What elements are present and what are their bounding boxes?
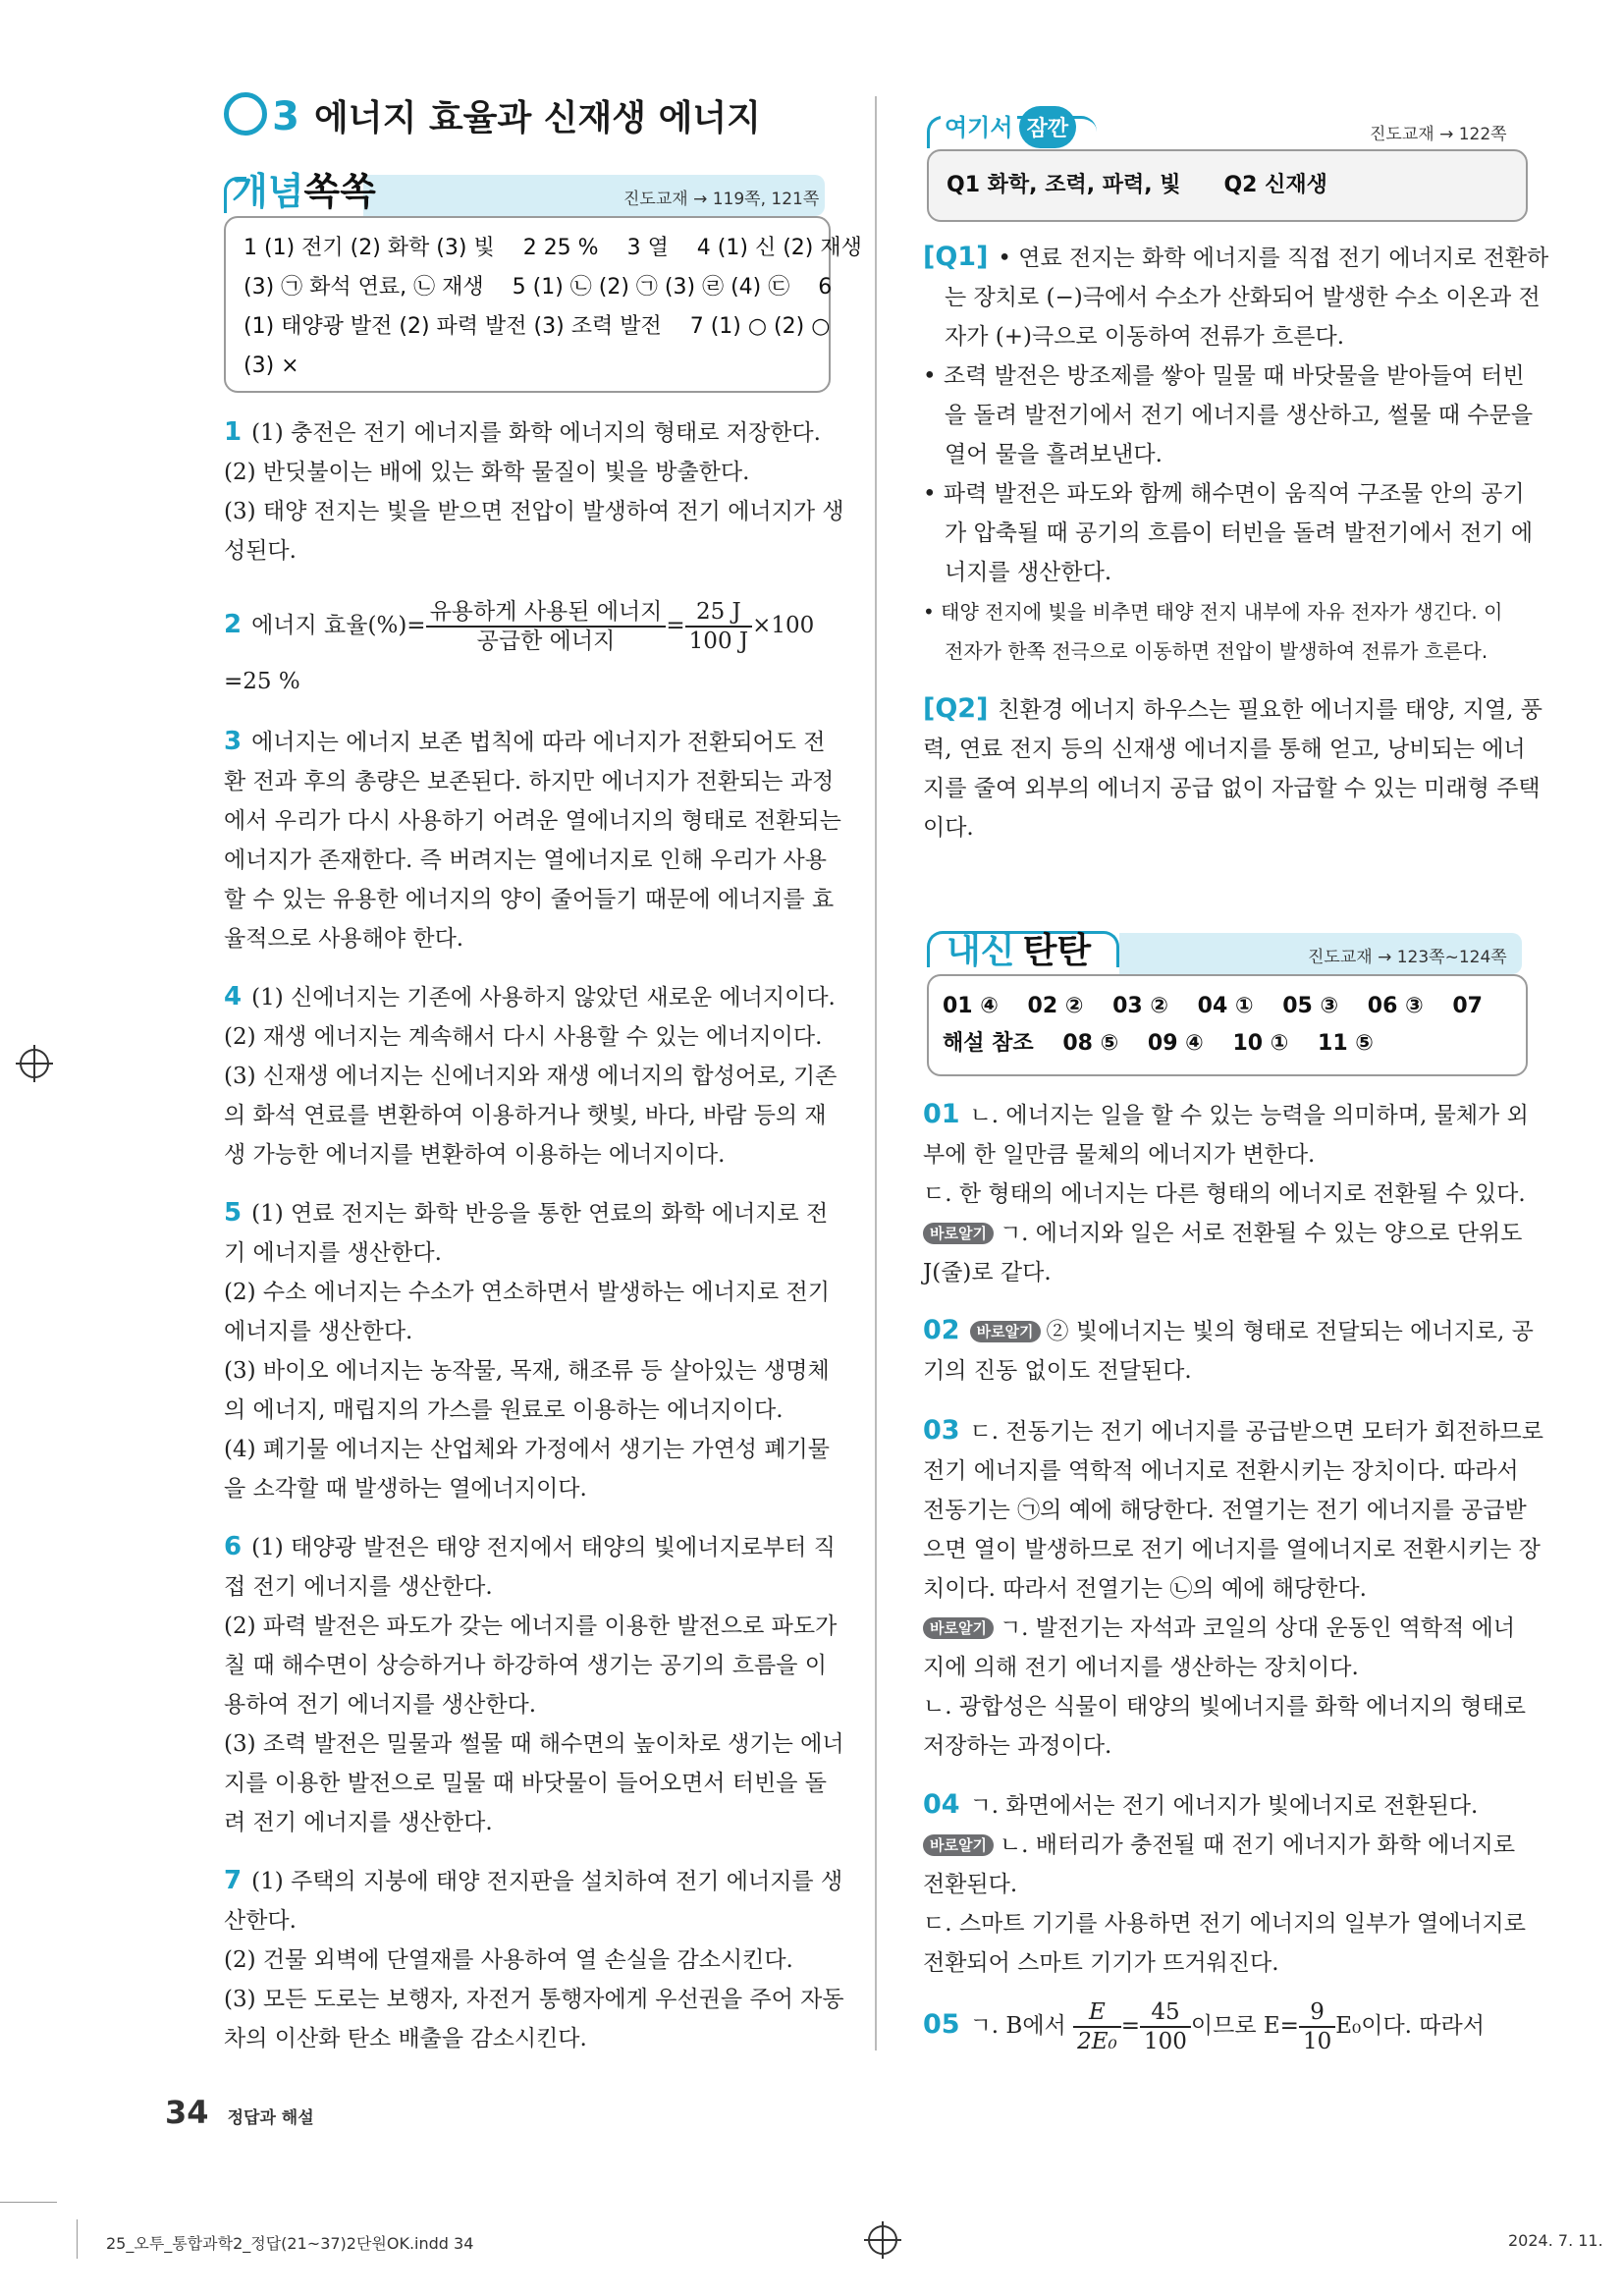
text-line: ㄱ. 발전기는 자석과 코일의 상대 운동인 역학적 에너 — [999, 1615, 1516, 1641]
text-line: ㄴ. 배터리가 충전될 때 전기 에너지가 화학 에너지로 — [999, 1832, 1516, 1858]
section-number: 3 — [272, 94, 299, 139]
page-number: 34 — [165, 2094, 209, 2131]
text-line: 저장하는 과정이다. — [923, 1733, 1112, 1759]
section-header — [224, 90, 761, 145]
answer-number: 7 — [224, 1866, 243, 1895]
formula-lead: 에너지 효율(%)= — [251, 613, 426, 638]
text-line: ㄱ. 에너지와 일은 서로 전환될 수 있는 양으로 단위도 — [999, 1221, 1523, 1246]
text-line: (2) 건물 외벽에 단열재를 사용하여 열 손실을 감소시킨다. — [224, 1947, 793, 1973]
baro-algi-tag: 바로알기 — [923, 1223, 994, 1244]
text-line: 칠 때 해수면이 상승하거나 하강하여 생기는 공기의 흐름을 이 — [224, 1653, 827, 1678]
naesin-title-b: 탄탄 — [1022, 931, 1092, 971]
text-line: (1) 연료 전지는 화학 반응을 통한 연료의 화학 에너지로 전 — [251, 1201, 829, 1227]
text-line: ㄷ. 한 형태의 에너지는 다른 형태의 에너지로 전환될 수 있다. — [923, 1181, 1526, 1207]
baro-algi-tag: 바로알기 — [923, 1834, 994, 1856]
naesin-answer-02 — [923, 1311, 1532, 1391]
answer-7 — [224, 1861, 844, 2058]
text-line: 의 에너지, 매립지의 가스를 원료로 이용하는 에너지이다. — [224, 1397, 784, 1423]
text-line: 을 소각할 때 발생하는 열에너지이다. — [224, 1476, 587, 1502]
text-line: 에너지는 에너지 보존 법칙에 따라 에너지가 전환되어도 전 — [251, 730, 826, 755]
yeogi-q2 — [923, 689, 1543, 847]
concept-answer-line: 1 (1) 전기 (2) 화학 (3) 빛 2 25 % 3 열 4 (1) 신 (2) 재생 — [243, 236, 862, 260]
text-line: 으면 열이 발생하므로 전기 에너지를 열에너지로 전환시키는 장 — [923, 1537, 1541, 1562]
text-line: 지를 줄여 외부의 에너지 공급 없이 자급할 수 있는 미래형 주택 — [923, 776, 1541, 801]
text-line: 지를 이용한 발전으로 밀물 때 바닷물이 들어오면서 터빈을 돌 — [224, 1771, 827, 1796]
baro-algi-tag: 바로알기 — [923, 1617, 994, 1639]
answer-number: 05 — [923, 2009, 960, 2040]
concept-answer-line: (3) ㉠ 화석 연료, ㉡ 재생 5 (1) ㉡ (2) ㉠ (3) ㉣ (4) ㉢ 6 — [243, 275, 833, 300]
concept-bracket — [224, 177, 246, 213]
text-line: (3) 신재생 에너지는 신에너지와 재생 에너지의 합성어로, 기존 — [224, 1064, 838, 1089]
fraction-denominator: 2E₀ — [1077, 2029, 1117, 2054]
formula-fraction — [1073, 1998, 1121, 2055]
answer-number: 03 — [923, 1415, 960, 1446]
yeogi-q1 — [923, 238, 1549, 671]
column-divider — [875, 96, 877, 2050]
formula-tail: E₀이다. 따라서 — [1335, 2013, 1485, 2039]
formula-equals: = — [1120, 2013, 1141, 2039]
fraction-denominator: 100 J — [688, 629, 749, 654]
fraction-denominator: 100 — [1144, 2029, 1187, 2054]
yeogi-ref: 진도교재 → 122쪽 — [1370, 125, 1507, 144]
naesin-answer-03 — [923, 1411, 1543, 1766]
fraction-numerator: 25 J — [685, 598, 752, 628]
registration-mark-icon — [20, 1049, 49, 1078]
text-line: 의 화석 연료를 변환하여 이용하거나 햇빛, 바다, 바람 등의 재 — [224, 1103, 827, 1128]
text-line: (1) 충전은 전기 에너지를 화학 에너지의 형태로 저장한다. — [251, 420, 821, 446]
text-line: 가 압축될 때 공기의 흐름이 터빈을 돌려 발전기에서 전기 에 — [945, 520, 1534, 546]
answer-number: 5 — [224, 1198, 243, 1228]
text-line: 전자가 한쪽 전극으로 이동하면 전압이 발생하여 전류가 흐른다. — [945, 639, 1488, 663]
answer-number: 6 — [224, 1532, 243, 1561]
text-line: ㄷ. 스마트 기기를 사용하면 전기 에너지의 일부가 열에너지로 — [923, 1911, 1526, 1937]
fraction-numerator: E — [1073, 1998, 1121, 2028]
text-line: 전환되어 스마트 기기가 뜨거워진다. — [923, 1950, 1279, 1976]
text-line: 기의 진동 없이도 전달된다. — [923, 1358, 1192, 1384]
text-line: 부에 한 일만큼 물체의 에너지가 변한다. — [923, 1142, 1316, 1168]
q1-label: [Q1] — [923, 242, 989, 272]
page-footer — [165, 2094, 314, 2131]
print-date: 2024. 7. 11. — [1508, 2231, 1603, 2250]
answer-6 — [224, 1527, 844, 1842]
answer-1 — [224, 412, 844, 571]
concept-answer-box — [224, 216, 862, 393]
yeogi-title-b: 잠깐 — [1019, 106, 1077, 148]
fraction-denominator: 공급한 에너지 — [476, 629, 616, 654]
formula-multiplier: ×100 — [752, 613, 815, 638]
answer-number: 1 — [224, 417, 243, 447]
formula-fraction — [1140, 1998, 1191, 2055]
text-line: 는 장치로 (−)극에서 수소가 산화되어 발생한 수소 이온과 전 — [945, 285, 1541, 310]
concept-answer-line: (3) × — [243, 354, 299, 378]
text-line: 전기 에너지를 역학적 에너지로 전환시키는 장치이다. 따라서 — [923, 1458, 1519, 1484]
answer-number: 01 — [923, 1099, 960, 1129]
text-line: (2) 수소 에너지는 수소가 연소하면서 발생하는 에너지로 전기 — [224, 1280, 830, 1305]
text-line: (2) 반딧불이는 배에 있는 화학 물질이 빛을 방출한다. — [224, 460, 750, 485]
formula-lead: ㄱ. B에서 — [969, 2013, 1066, 2039]
crop-mark — [77, 2219, 78, 2259]
text-line: (3) 모든 도로는 보행자, 자전거 통행자에게 우선권을 주어 자동 — [224, 1987, 844, 2012]
naesin-answer-line: 01 ④ 02 ② 03 ② 04 ① 05 ③ 06 ③ 07 — [943, 994, 1483, 1018]
text-line: ㄴ. 에너지는 일을 할 수 있는 능력을 의미하며, 물체가 외 — [969, 1103, 1529, 1128]
fraction-numerator: 9 — [1299, 1998, 1335, 2028]
text-line: 생 가능한 에너지를 변환하여 이용하는 에너지이다. — [224, 1142, 726, 1168]
fraction-numerator: 45 — [1140, 1998, 1191, 2028]
text-line: 이다. — [923, 815, 974, 841]
naesin-answer-box — [927, 974, 1528, 1076]
fraction-numerator: 유용하게 사용된 에너지 — [426, 598, 667, 628]
section-title: 에너지 효율과 신재생 에너지 — [314, 98, 761, 138]
text-line: 지에 의해 전기 에너지를 생산하는 장치이다. — [923, 1655, 1359, 1680]
concept-title-a: 개념 — [232, 170, 304, 213]
text-line: 전동기는 ㉠의 예에 해당한다. 전열기는 전기 에너지를 공급받 — [923, 1498, 1527, 1523]
formula-equals: = — [666, 613, 685, 638]
text-line: 접 전기 에너지를 생산한다. — [224, 1574, 493, 1600]
answer-number: 2 — [224, 610, 243, 639]
print-file-name: 25_오투_통합과학2_정답(21~37)2단원OK.indd 34 — [106, 2234, 474, 2253]
naesin-header-title — [947, 923, 1091, 973]
naesin-answer-05 — [923, 1994, 1532, 2056]
text-line: (2) 파력 발전은 파도가 갖는 에너지를 이용한 발전으로 파도가 — [224, 1613, 838, 1639]
text-line: (1) 주택의 지붕에 태양 전지판을 설치하여 전기 에너지를 생 — [251, 1869, 843, 1894]
crop-mark — [0, 2202, 57, 2203]
answer-number: 04 — [923, 1789, 960, 1820]
concept-ref: 진도교재 → 119쪽, 121쪽 — [623, 190, 820, 209]
answer-3 — [224, 722, 841, 958]
registration-mark-icon — [868, 2225, 897, 2255]
concept-answer-line: (1) 태양광 발전 (2) 파력 발전 (3) 조력 발전 7 (1) ○ (2) ○ — [243, 314, 831, 339]
naesin-answer-04 — [923, 1785, 1532, 1983]
text-line: (3) 태양 전지는 빛을 받으면 전압이 발생하여 전기 에너지가 생 — [224, 499, 844, 524]
text-line: 력, 연료 전지 등의 신재생 에너지를 통해 얻고, 낭비되는 에너 — [923, 737, 1526, 762]
text-line: • 파력 발전은 파도와 함께 해수면이 움직여 구조물 안의 공기 — [923, 481, 1525, 507]
text-line: (3) 조력 발전은 밀물과 썰물 때 해수면의 높이차로 생기는 에너 — [224, 1731, 844, 1757]
text-line: 에너지를 생산한다. — [224, 1319, 413, 1344]
text-line: 치이다. 따라서 전열기는 ㉡의 예에 해당한다. — [923, 1576, 1367, 1602]
text-line: 에서 우리가 다시 사용하기 어려운 열에너지의 형태로 전환되는 — [224, 808, 841, 834]
text-line: ② 빛에너지는 빛의 형태로 전달되는 에너지로, 공 — [1046, 1319, 1534, 1344]
text-line: 율적으로 사용해야 한다. — [224, 926, 464, 952]
text-line: (2) 재생 에너지는 계속해서 다시 사용할 수 있는 에너지이다. — [224, 1024, 823, 1050]
answer-number: 3 — [224, 727, 243, 756]
yeogi-header-title — [941, 106, 1076, 148]
concept-title-b: 쏙쏙 — [303, 170, 376, 213]
baro-algi-tag: 바로알기 — [970, 1321, 1041, 1342]
text-line: • 태양 전지에 빛을 비추면 태양 전지 내부에 자유 전자가 생긴다. 이 — [923, 600, 1503, 624]
text-line: 친환경 에너지 하우스는 필요한 에너지를 태양, 지열, 풍 — [998, 697, 1543, 723]
text-line: ㄱ. 화면에서는 전기 에너지가 빛에너지로 전환된다. — [969, 1793, 1479, 1819]
formula-fraction — [1299, 1998, 1335, 2055]
answer-number: 02 — [923, 1315, 960, 1345]
text-line: 용하여 전기 에너지를 생산한다. — [224, 1692, 537, 1718]
q2-label: [Q2] — [923, 693, 989, 724]
naesin-title-a: 내신 — [947, 931, 1015, 971]
text-line: (3) 바이오 에너지는 농작물, 목재, 해조류 등 살아있는 생명체 — [224, 1358, 830, 1384]
text-line: ㄷ. 전동기는 전기 에너지를 공급받으면 모터가 회전하므로 — [969, 1419, 1543, 1445]
answer-2 — [224, 595, 852, 701]
text-line: 성된다. — [224, 538, 297, 564]
text-line: J(줄)로 같다. — [923, 1260, 1052, 1285]
text-line: 할 수 있는 유용한 에너지의 양이 줄어들기 때문에 에너지를 효 — [224, 887, 835, 912]
text-line: 에너지가 존재한다. 즉 버려지는 열에너지로 인해 우리가 사용 — [224, 847, 827, 873]
formula-result: =25 % — [224, 669, 300, 694]
fraction-denominator: 10 — [1302, 2029, 1332, 2054]
yeogi-answers: Q1 화학, 조력, 파력, 빛 Q2 신재생 — [947, 173, 1327, 197]
formula-fraction — [685, 598, 752, 655]
text-line: 너지를 생산한다. — [945, 560, 1112, 585]
text-line: ㄴ. 광합성은 식물이 태양의 빛에너지를 화학 에너지의 형태로 — [923, 1694, 1526, 1720]
naesin-answer-01 — [923, 1095, 1532, 1292]
text-line: 산한다. — [224, 1908, 297, 1934]
yeogi-title-a: 여기서 — [941, 114, 1017, 141]
text-line: 자가 (+)극으로 이동하여 전류가 흐른다. — [945, 324, 1345, 350]
answer-4 — [224, 977, 838, 1175]
text-line: • 조력 발전은 방조제를 쌓아 밀물 때 바닷물을 받아들여 터빈 — [923, 363, 1525, 389]
naesin-ref: 진도교재 → 123쪽~124쪽 — [1308, 948, 1507, 967]
text-line: 을 돌려 발전기에서 전기 에너지를 생산하고, 썰물 때 수문을 — [945, 403, 1534, 428]
text-line: • 연료 전지는 화학 에너지를 직접 전기 에너지로 전환하 — [998, 246, 1549, 271]
text-line: 전환된다. — [923, 1872, 1018, 1897]
footer-label: 정답과 해설 — [227, 2108, 314, 2128]
text-line: 려 전기 에너지를 생산한다. — [224, 1810, 493, 1835]
formula-middle: 이므로 E= — [1190, 2013, 1299, 2039]
answer-5 — [224, 1193, 833, 1508]
ring-icon — [224, 92, 267, 136]
text-line: 기 에너지를 생산한다. — [224, 1240, 442, 1266]
answer-number: 4 — [224, 982, 243, 1011]
text-line: 열어 물을 흘려보낸다. — [945, 442, 1163, 467]
text-line: 차의 이산화 탄소 배출을 감소시킨다. — [224, 2026, 587, 2051]
text-line: 환 전과 후의 총량은 보존된다. 하지만 에너지가 전환되는 과정 — [224, 769, 835, 794]
text-line: (1) 신에너지는 기존에 사용하지 않았던 새로운 에너지이다. — [251, 985, 836, 1011]
text-line: (1) 태양광 발전은 태양 전지에서 태양의 빛에너지로부터 직 — [251, 1535, 836, 1560]
naesin-answer-line: 해설 참조 08 ⑤ 09 ④ 10 ① 11 ⑤ — [943, 1031, 1374, 1056]
concept-header-title — [232, 161, 376, 215]
text-line: (4) 폐기물 에너지는 산업체와 가정에서 생기는 가연성 폐기물 — [224, 1437, 830, 1462]
yeogi-answer-box — [927, 149, 1528, 222]
formula-fraction — [426, 598, 667, 655]
